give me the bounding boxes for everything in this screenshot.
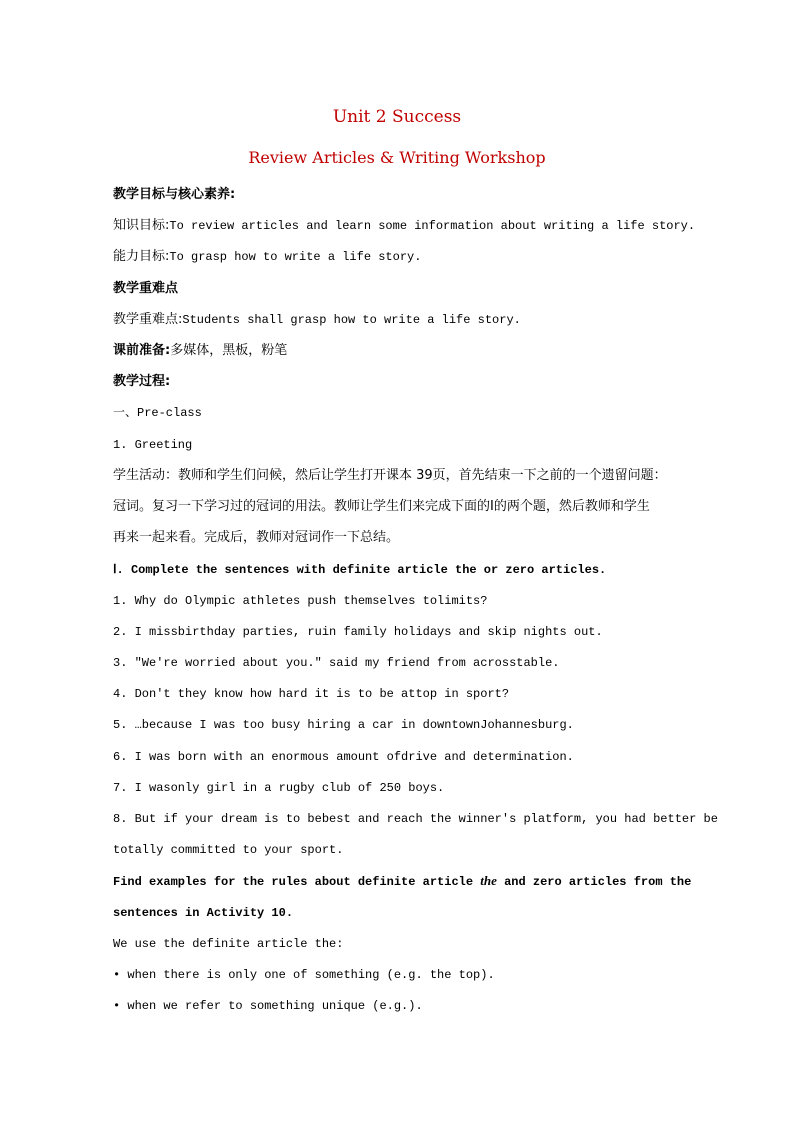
preparation-line [113,342,287,360]
knowledge-label: 知识目标: [113,218,170,233]
exercise-sentence: 3. "We're worried about you." said my friend from acrosstable. [113,656,560,670]
find-examples-line2: sentences in Activity 10. [113,906,294,920]
exercise-sentence: 8. But if your dream is to bebest and reach the winner's platform, you had better be [113,812,718,826]
find-emphasis: the [480,873,497,888]
knowledge-objective [113,217,695,235]
process-heading: 教学过程: [113,374,171,389]
difficulties-text: Students shall grasp how to write a life story. [182,313,521,327]
knowledge-text: To review articles and learn some information about writing a life story. [169,219,696,233]
difficulties-line [113,311,521,329]
doc-subtitle: Review Articles & Writing Workshop [248,148,546,167]
exercise-sentence: 1. Why do Olympic athletes push themselves tolimits? [113,594,488,608]
difficulties-heading: 教学重难点 [113,281,179,296]
exercise-sentence: 4. Don't they know how hard it is to be attop in sport? [113,687,510,701]
exercise-sentence: 6. I was born with an enormous amount ofdrive and determination. [113,750,574,764]
exercise-sentence-continued: totally committed to your sport. [113,843,344,857]
find-part1: Find examples for the rules about definite article [113,875,481,889]
ability-objective [113,248,421,266]
section-pre-class: 一、Pre-class [113,406,202,420]
doc-title: Unit 2 Success [332,107,462,127]
activity-line: 再来一起来看。完成后，教师对冠词作一下总结。 [113,530,400,545]
activity-line: 学生活动：教师和学生们问候，然后让学生打开课本 39页，首先结束一下之前的一个遗留问题： [113,468,667,483]
difficulties-label: 教学重难点: [113,312,183,327]
exercise-sentence: 2. I missbirthday parties, ruin family holidays and skip nights out. [113,625,603,639]
ability-text: To grasp how to write a life story. [169,250,422,264]
exercise-sentence: 7. I wasonly girl in a rugby club of 250 boys. [113,781,445,795]
exercise-heading: Ⅰ. Complete the sentences with definite article the or zero articles. [113,563,607,577]
preparation-label: 课前准备: [113,343,171,358]
exercise-sentence: 5. …because I was too busy hiring a car in downtownJohannesburg. [113,718,574,732]
activity-line: 冠词。复习一下学习过的冠词的用法。教师让学生们来完成下面的Ⅰ的两个题，然后教师和学生 [113,499,650,514]
find-part2: and zero articles from the [496,875,692,889]
find-examples-line [113,872,691,891]
ability-label: 能力目标: [113,249,170,264]
step-greeting: 1. Greeting [113,438,193,452]
objectives-heading: 教学目标与核心素养: [113,187,236,202]
rule-bullet: • when we refer to something unique (e.g.). [113,999,423,1013]
rule-bullet: • when there is only one of something (e.g. the top). [113,968,495,982]
preparation-text: 多媒体，黑板，粉笔 [170,343,288,358]
rules-intro: We use the definite article the: [113,937,344,951]
